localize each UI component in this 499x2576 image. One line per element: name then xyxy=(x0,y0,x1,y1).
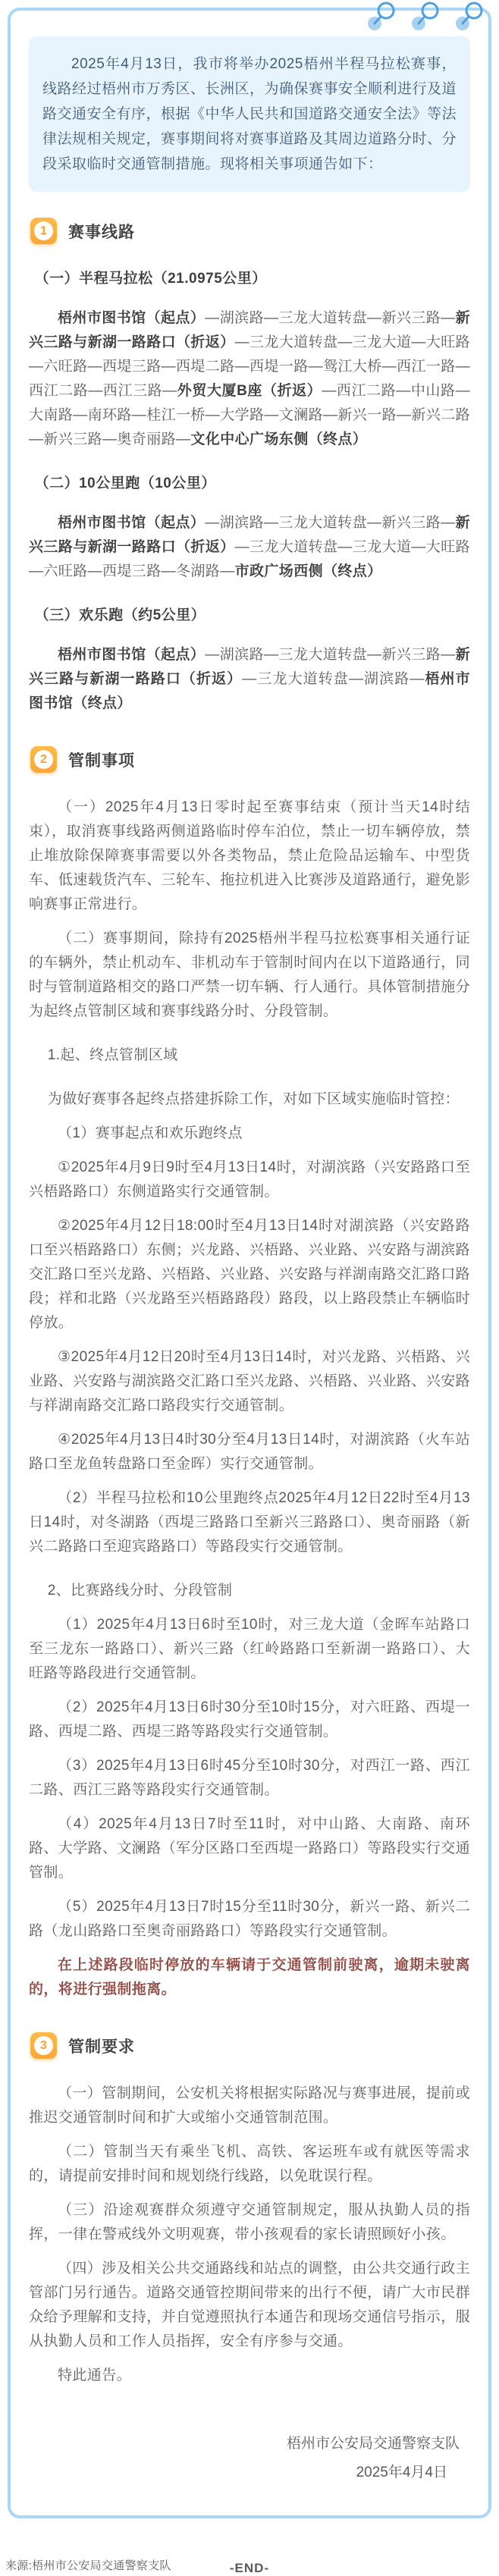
sign-paragraph: 梧州市公安局交通警察支队 xyxy=(286,2436,460,2452)
ring-icon xyxy=(410,0,441,32)
section-header xyxy=(30,746,470,773)
para-paragraph: （二）管制当天有乘坐飞机、高铁、客运班车或有就医等需求的，请提前安排时间和规划绕行线路，以免耽误行程。 xyxy=(29,2144,470,2184)
section-title: 管制事项 xyxy=(68,751,135,770)
para-paragraph: （三）沿途观赛群众须遵守交通管制规定，服从执勤人员的指挥，一律在警戒线外文明观赛，带小孩观看的家长请照顾好小孩。 xyxy=(29,2202,470,2242)
route-paragraph: 梧州市图书馆（起点）—湖滨路—三龙大道转盘—新兴三路—新兴三路与新湖一路路口（折返）—三龙大道转盘—三龙大道—大旺路—六旺路—西堤三路—冬湖路—市政广场西侧（终点） xyxy=(29,515,471,579)
subhead-paragraph: （二）10公里跑（10公里） xyxy=(34,475,216,491)
route-paragraph: 梧州市图书馆（起点）—湖滨路—三龙大道转盘—新兴三路—新兴三路与新湖一路路口（折返）—三龙大道转盘—湖滨路—梧州市图书馆（终点） xyxy=(29,647,470,711)
notice-card xyxy=(8,8,491,2518)
subhead-paragraph: （三）欢乐跑（约5公里） xyxy=(34,607,206,623)
section-header xyxy=(30,2032,470,2059)
para-paragraph: （二）赛事期间，除持有2025梧州半程马拉松赛事相关通行证的车辆外，禁止机动车、非机动车于管制时间内在以下道路通行，同时与管制道路相交的路口严禁一切车辆、行人通行。具体管制措施分为起终点管制区域和赛事线路分时、分段管制。 xyxy=(29,930,471,1019)
route-paragraph: 梧州市图书馆（起点）—湖滨路—三龙大道转盘—新兴三路—新兴三路与新湖一路路口（折返）—三龙大道转盘—三龙大道—大旺路—六旺路—西堤三路—西堤二路—西堤一路—鸳江大桥—西江一路—西江二路—西江三路—外贸大厦B座（折返）—西江二路—中山路—大南路—南环路—桂江一桥—大学路—文澜路—新兴一路—新兴二路—新兴三路—奥奇丽路—文化中心广场东侧（终点） xyxy=(29,310,471,447)
binder-rings xyxy=(366,0,485,32)
intro-box xyxy=(29,36,470,192)
para-paragraph: （5）2025年4月13日7时15分至11时30分，新兴一路、新兴二路（龙山路路口至奥奇丽路路口）等路段实行交通管制。 xyxy=(29,1899,470,1939)
section-number-icon: 3 xyxy=(30,2032,57,2059)
warning-paragraph: 在上述路段临时停放的车辆请于交通管制前驶离，逾期未驶离的，将进行强制拖离。 xyxy=(29,1957,470,1997)
para-paragraph: （3）2025年4月13日6时45分至10时30分，对西江一路、西江二路、西江三路等路段实行交通管制。 xyxy=(29,1758,470,1798)
numhead-paragraph: 1.起、终点管制区域 xyxy=(47,1047,178,1063)
source-line: 来源:梧州市公安局交通警察支队 xyxy=(5,2559,171,2572)
para-paragraph: （4）2025年4月13日7时至11时，对中山路、大南路、南环路、大学路、文澜路（军分区路口至西堤一路路口）等路段实行交通管制。 xyxy=(29,1816,471,1881)
numhead-paragraph: 2、比赛路线分时、分段管制 xyxy=(47,1583,233,1599)
para-paragraph: ③2025年4月12日20时至4月13日14时，对兴龙路、兴梧路、兴业路、兴安路与湖滨路交汇路口至兴龙路、兴梧路、兴业路、兴安路与祥湖南路交汇路口路段实行交通管制。 xyxy=(29,1349,471,1414)
intro-paragraph: 2025年4月13日，我市将举办2025梧州半程马拉松赛事，线路经过梧州市万秀区、长洲区，为确保赛事安全顺利进行及道路交通安全有序，根据《中华人民共和国道路交通安全法》等法律法规相关规定，赛事期间将对赛事道路及其周边道路分时、分段采取临时交通管制措施。现将相关事项通告如下： xyxy=(42,56,457,172)
para-paragraph: （1）2025年4月13日6时至10时，对三龙大道（金晖车站路口至三龙东一路路口）、新兴三路（红岭路路口至新湖一路路口）、大旺路等路段进行交通管制。 xyxy=(29,1617,470,1681)
section-number-icon: 2 xyxy=(30,746,57,773)
para-paragraph: ①2025年4月9日9时至4月13日14时，对湖滨路（兴安路路口至兴梧路路口）东侧道路实行交通管制。 xyxy=(29,1159,470,1200)
para-paragraph: （一）管制期间，公安机关将根据实际路况与赛事进展，提前或推迟交通管制时间和扩大或缩小交通管制范围。 xyxy=(29,2085,470,2126)
para-paragraph: 特此通告。 xyxy=(58,2367,132,2383)
para-paragraph: （四）涉及相关公共交通路线和站点的调整，由公共交通行政主管部门另行通告。道路交通管控期间带来的出行不便，请广大市民群众给予理解和支持，并自觉遵照执行本通告和现场交通信号指示，服从执勤人员和工作人员指挥，安全有序参与交通。 xyxy=(29,2261,471,2349)
ring-icon xyxy=(366,0,397,32)
numhead-paragraph: 为做好赛事各起终点搭建拆除工作，对如下区域实施临时管控： xyxy=(47,1091,460,1107)
section-title: 赛事线路 xyxy=(68,223,135,241)
end-marker: -END- xyxy=(229,2561,270,2575)
ring-icon xyxy=(453,0,485,32)
para-paragraph: （一）2025年4月13日零时起至赛事结束（预计当天14时结束），取消赛事线路两侧道路临时停车泊位，禁止一切车辆停放，禁止堆放除保障赛事需要以外各类物品，禁止危险品运输车、中型货车、低速载货汽车、三轮车、拖拉机进入比赛涉及道路通行，避免影响赛事正常进行。 xyxy=(29,799,471,912)
para-paragraph: （2）2025年4月13日6时30分至10时15分，对六旺路、西堤一路、西堤二路、西堤三路等路段实行交通管制。 xyxy=(29,1699,470,1740)
para-paragraph: （1）赛事起点和欢乐跑终点 xyxy=(58,1125,243,1141)
para-paragraph: ④2025年4月13日4时30分至4月13日14时，对湖滨路（火车站路口至龙鱼转盘路口至金晖）实行交通管制。 xyxy=(29,1432,470,1472)
subhead-paragraph: （一）半程马拉松（21.0975公里） xyxy=(34,271,267,287)
notice-body xyxy=(29,218,470,2485)
section-title: 管制要求 xyxy=(68,2038,135,2056)
para-paragraph: （2）半程马拉松和10公里跑终点2025年4月12日22时至4月13日14时，对冬湖路（西堤三路路口至新兴三路路口）、奥奇丽路（新兴二路路口至迎宾路路口）等路段实行交通管制。 xyxy=(29,1490,470,1555)
para-paragraph: ②2025年4月12日18:00时至4月13日14时对湖滨路（兴安路路口至兴梧路路口）东侧；兴龙路、兴梧路、兴业路、兴安路与湖滨路交汇路口至兴龙路、兴梧路、兴业路、兴安路与祥湖南路交汇路口路段；祥和北路（兴龙路至兴梧路路段）路段，以上路段禁止车辆临时停放。 xyxy=(29,1218,471,1331)
date-paragraph: 2025年4月4日 xyxy=(356,2465,447,2480)
section-number-icon: 1 xyxy=(30,218,57,244)
section-header xyxy=(30,218,470,244)
